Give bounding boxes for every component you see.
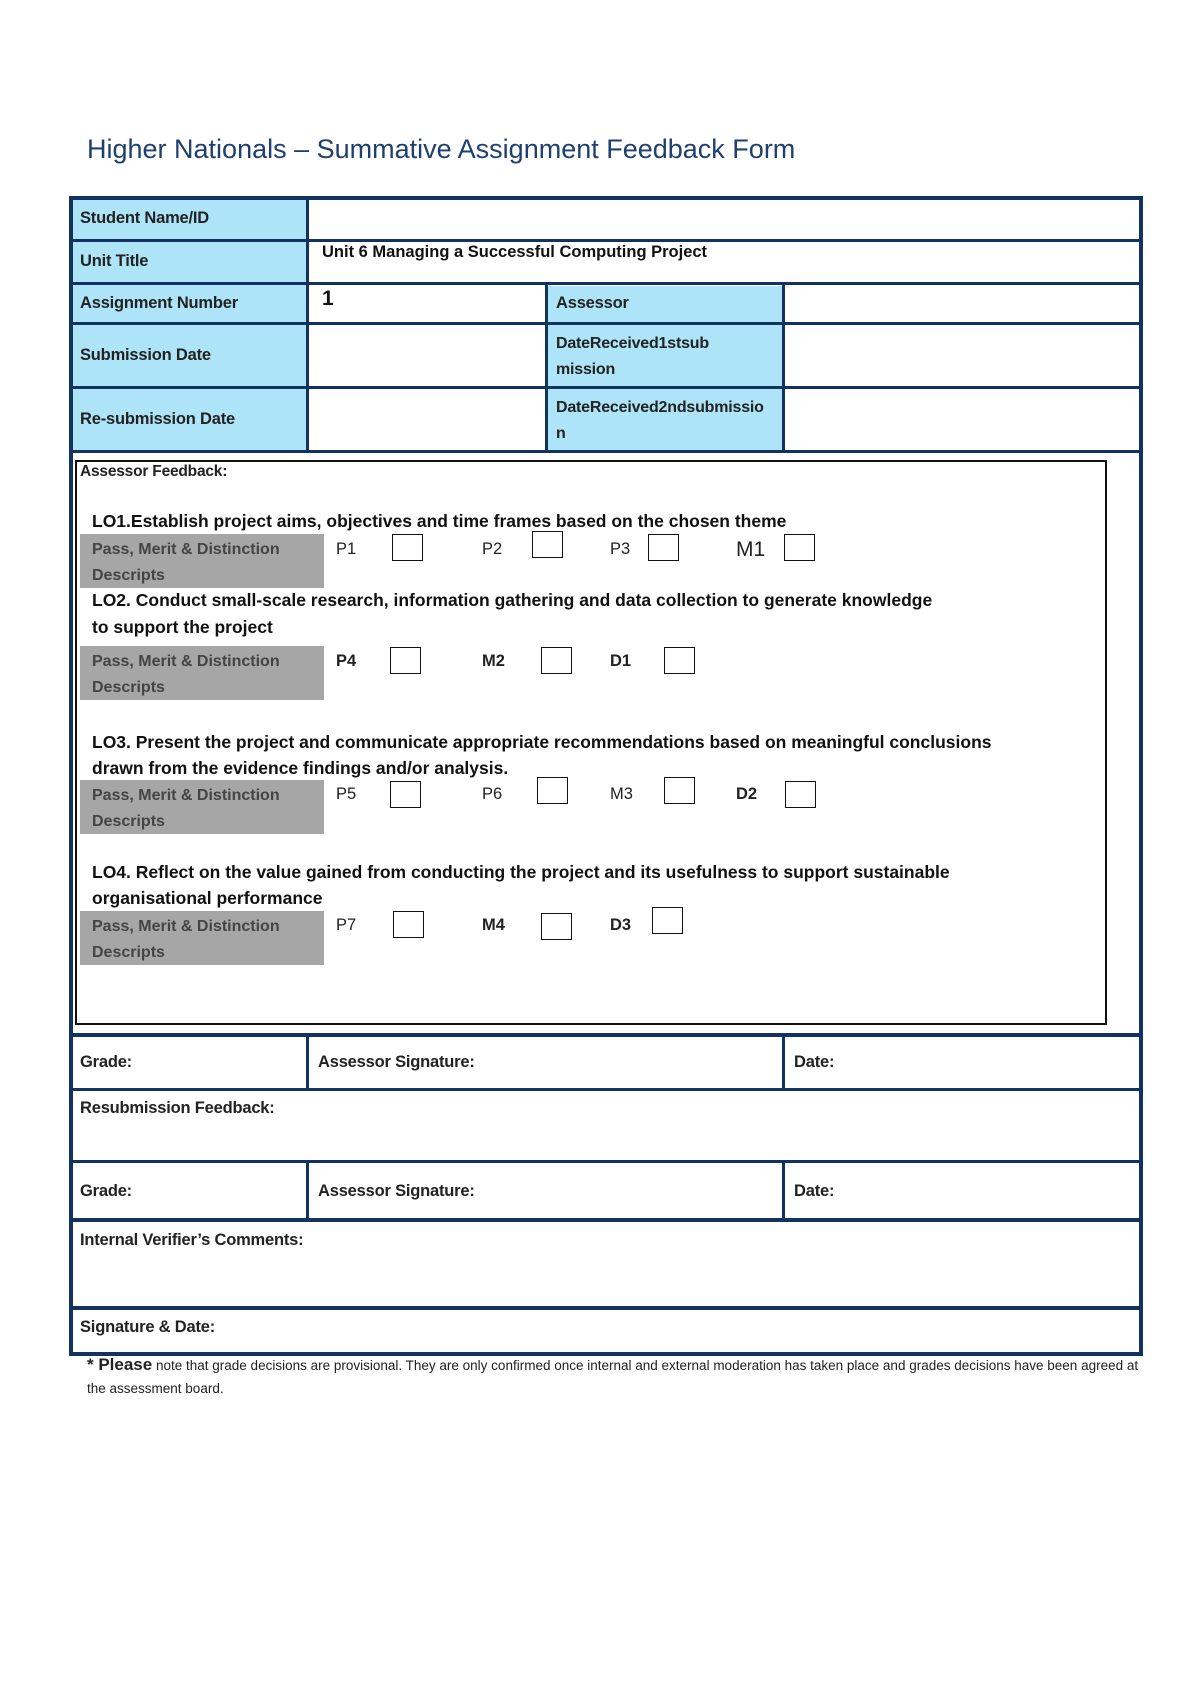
criterion-p7-checkbox[interactable] <box>393 911 424 938</box>
criterion-m3-checkbox[interactable] <box>664 777 695 804</box>
assessor-signature-label: Assessor Signature: <box>318 1053 475 1071</box>
criterion-d3-label: D3 <box>610 916 632 934</box>
descripts-label: Pass, Merit & Distinction Descripts <box>92 918 280 961</box>
grade-label: Grade: <box>80 1053 132 1071</box>
criterion-p5-label: P5 <box>336 785 357 803</box>
criterion-p3-checkbox[interactable] <box>648 534 679 561</box>
descripts-label: Pass, Merit & Distinction Descripts <box>92 541 280 584</box>
criterion-d1-label: D1 <box>610 652 632 670</box>
criterion-p7-label: P7 <box>336 916 357 934</box>
lo4-descripts <box>80 911 324 965</box>
unit-title-label: Unit Title <box>80 252 149 270</box>
assessor-feedback-label: Assessor Feedback: <box>80 463 228 480</box>
criterion-p2-label: P2 <box>482 540 503 558</box>
lo3-text-line1: LO3. Present the project and communicate appropriate recommendations based on meaningful conclusions <box>92 732 992 752</box>
footnote-text: note that grade decisions are provisional. They are only confirmed once internal and external moderation has taken place and grades decisions have been agreed at the assessment board. <box>87 1358 1139 1396</box>
criterion-m2-checkbox[interactable] <box>541 647 572 674</box>
lo2-text-line2: to support the project <box>92 617 273 637</box>
resubmission-date-label-2: Date: <box>794 1182 835 1200</box>
criterion-p5-checkbox[interactable] <box>390 781 421 808</box>
criterion-p6-checkbox[interactable] <box>537 777 568 804</box>
criterion-d3-checkbox[interactable] <box>652 907 683 934</box>
lo4-text-line2: organisational performance <box>92 888 323 908</box>
descripts-label: Pass, Merit & Distinction Descripts <box>92 653 280 696</box>
student-name-label: Student Name/ID <box>80 209 210 227</box>
assignment-number-label: Assignment Number <box>80 294 238 312</box>
criterion-p6-label: P6 <box>482 785 503 803</box>
assignment-number-value: 1 <box>322 287 334 310</box>
criterion-m4-checkbox[interactable] <box>541 913 572 940</box>
lo1-descripts <box>80 534 324 588</box>
assessor-label: Assessor <box>556 294 629 312</box>
submission-date-label: Submission Date <box>80 346 211 364</box>
unit-title-value: Unit 6 Managing a Successful Computing Project <box>322 243 708 261</box>
descripts-label: Pass, Merit & Distinction Descripts <box>92 787 280 830</box>
criterion-m1-label: M1 <box>736 538 766 561</box>
internal-verifier-label: Internal Verifier’s Comments: <box>80 1231 304 1249</box>
criterion-d2-checkbox[interactable] <box>785 781 816 808</box>
lo1-text: LO1.Establish project aims, objectives and time frames based on the chosen theme <box>92 511 787 531</box>
lo2-descripts <box>80 646 324 700</box>
date-received-1st-label: DateReceived1stsub mission <box>556 335 709 378</box>
criterion-p4-checkbox[interactable] <box>390 647 421 674</box>
criterion-p4-label: P4 <box>336 652 357 670</box>
footnote <box>87 1353 1147 1400</box>
criterion-d1-checkbox[interactable] <box>664 647 695 674</box>
criterion-p1-label: P1 <box>336 540 357 558</box>
lo2-text-line1: LO2. Conduct small-scale research, information gathering and data collection to generate knowledge <box>92 590 933 610</box>
lo3-descripts <box>80 780 324 834</box>
lo4-text-line1: LO4. Reflect on the value gained from conducting the project and its usefulness to support sustainable <box>92 862 950 882</box>
criterion-m3-label: M3 <box>610 785 633 803</box>
date-label: Date: <box>794 1053 835 1071</box>
resubmission-feedback-label: Resubmission Feedback: <box>80 1099 275 1117</box>
resubmission-date-label: Re-submission Date <box>80 410 236 428</box>
criterion-m2-label: M2 <box>482 652 505 670</box>
resubmission-grade-label: Grade: <box>80 1182 132 1200</box>
criterion-m4-label: M4 <box>482 916 505 934</box>
date-received-2nd-label: DateReceived2ndsubmissio n <box>556 399 764 442</box>
signature-date-label: Signature & Date: <box>80 1318 216 1336</box>
criterion-p3-label: P3 <box>610 540 631 558</box>
criterion-p2-checkbox[interactable] <box>532 531 563 558</box>
resubmission-assessor-signature-label: Assessor Signature: <box>318 1182 475 1200</box>
criterion-d2-label: D2 <box>736 785 758 803</box>
criterion-m1-checkbox[interactable] <box>784 534 815 561</box>
criterion-p1-checkbox[interactable] <box>392 534 423 561</box>
footnote-lead: * Please <box>87 1355 153 1374</box>
page-title: Higher Nationals – Summative Assignment Feedback Form <box>87 134 796 164</box>
lo3-text-line2: drawn from the evidence findings and/or analysis. <box>92 758 509 778</box>
